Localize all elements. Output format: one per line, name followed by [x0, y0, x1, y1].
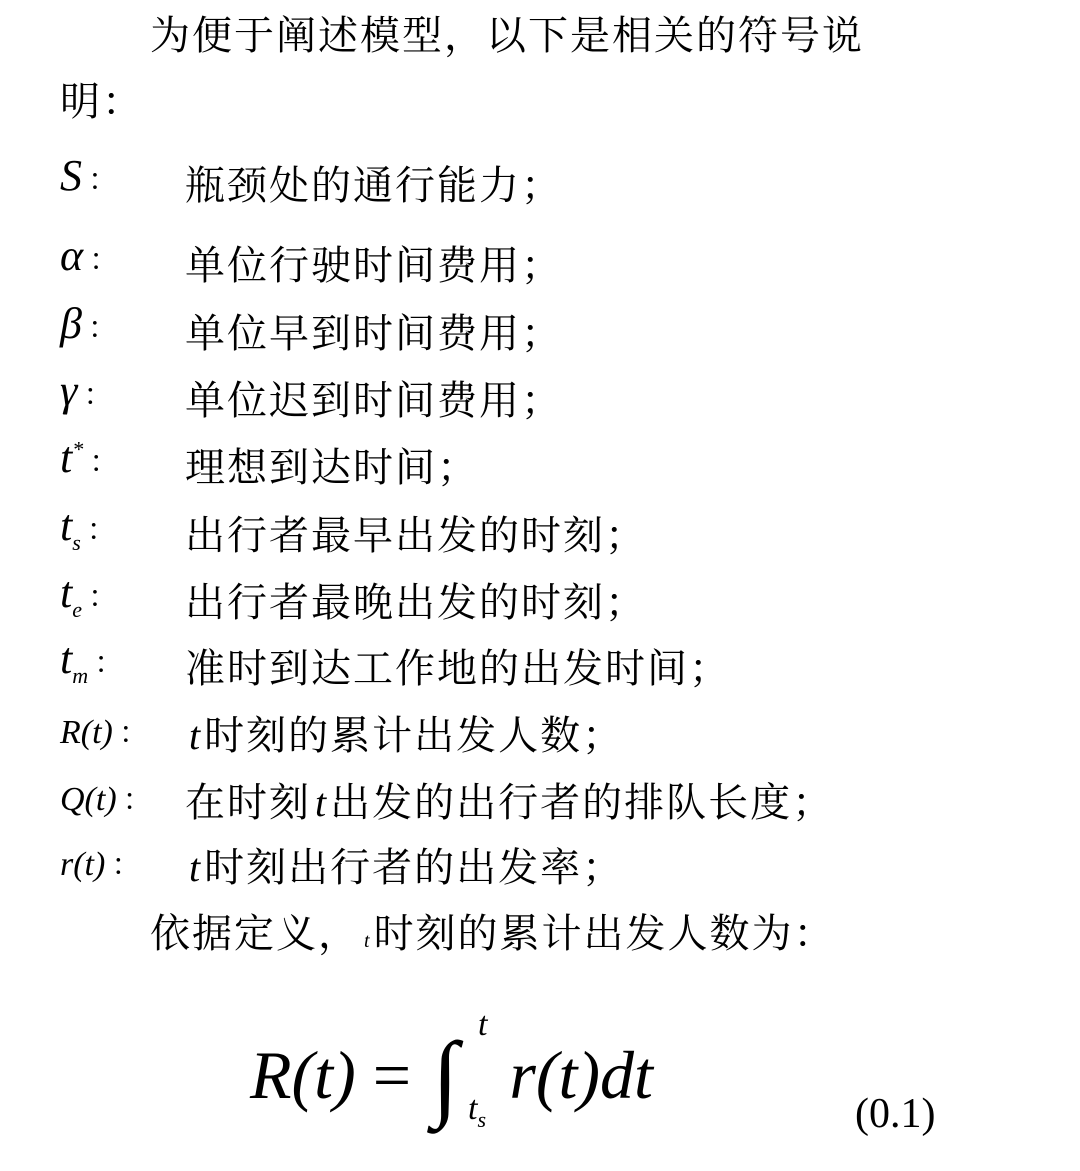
symbol-main: t: [60, 568, 73, 617]
colon: ：: [94, 646, 125, 681]
symbol-row: [0, 298, 1080, 358]
symbol-main: t: [60, 634, 73, 683]
symbol: [60, 365, 150, 416]
symbol-description: 瓶颈处的通行能力；: [185, 163, 563, 209]
colon: ：: [87, 311, 118, 346]
colon: ：: [88, 580, 118, 615]
symbol-main: S: [60, 151, 82, 200]
intro-line-2: 明：: [60, 79, 144, 125]
formula-integrand: r(t)dt: [509, 1037, 653, 1113]
symbol: [60, 840, 150, 884]
symbol: [60, 150, 150, 201]
colon: ：: [83, 378, 114, 413]
desc-var: t: [189, 713, 201, 758]
symbol-main: t: [60, 433, 73, 482]
symbol-subscript: m: [72, 662, 89, 688]
intro-line-1: 为便于阐述模型，以下是相关的符号说: [150, 13, 864, 59]
symbol-description: [185, 771, 834, 828]
symbol: [60, 775, 153, 819]
symbol-row: [0, 150, 1080, 210]
symbol-subscript: s: [72, 529, 81, 555]
symbol: [60, 298, 150, 349]
formula-equals: =: [372, 1037, 412, 1113]
symbol-subscript: e: [72, 596, 82, 622]
symbol-main: t: [60, 501, 73, 550]
symbol-row: [0, 500, 1080, 560]
conclusion-post: 时刻的累计出发人数为：: [373, 911, 836, 957]
equation-number: (0.1): [855, 1091, 936, 1137]
symbol: [60, 633, 150, 689]
symbol-main: r(t): [60, 846, 106, 883]
colon: ：: [89, 243, 120, 278]
lower-limit-var: t: [468, 1090, 478, 1127]
symbol-description: [185, 704, 624, 761]
symbol-row: [0, 567, 1080, 627]
integral-sign: ∫: [432, 1022, 459, 1129]
symbol: [60, 500, 150, 556]
symbol: [60, 432, 150, 483]
symbol-description: [185, 836, 624, 893]
symbol-description: 单位迟到时间费用；: [185, 378, 563, 424]
symbol-main: Q(t): [60, 781, 117, 818]
symbol: [60, 708, 150, 752]
symbol-row: [0, 700, 1080, 760]
integral-upper-limit: t: [478, 1006, 488, 1043]
symbol-description: 出行者最早出发的时刻；: [185, 513, 647, 559]
desc-post: 出发的出行者的排队长度；: [330, 780, 835, 826]
colon: ：: [89, 445, 120, 480]
colon: ：: [118, 716, 149, 751]
lower-limit-sub: s: [477, 1106, 487, 1132]
conclusion-pre: 依据定义，: [150, 911, 360, 957]
symbol-description: 单位行驶时间费用；: [185, 243, 563, 289]
desc-post: 时刻出行者的出发率；: [204, 845, 625, 891]
colon: ：: [122, 783, 153, 818]
desc-pre: 在时刻: [185, 780, 311, 826]
symbol-description: 准时到达工作地的出发时间；: [185, 646, 731, 692]
symbol-row: [0, 230, 1080, 290]
symbol-description: 单位早到时间费用；: [185, 311, 563, 357]
symbol-row: [0, 832, 1080, 892]
symbol-superscript: *: [72, 436, 84, 462]
symbol-description: 出行者最晚出发的时刻；: [185, 580, 647, 626]
conclusion-line: [150, 902, 836, 959]
symbol-row: [0, 633, 1080, 693]
symbol-description: 理想到达时间；: [185, 445, 479, 491]
symbol-main: γ: [60, 366, 78, 415]
desc-var: t: [189, 845, 201, 890]
conclusion-var: t: [364, 930, 370, 952]
colon: ：: [88, 163, 118, 198]
symbol-row: [0, 365, 1080, 425]
symbol-main: R(t): [60, 714, 113, 751]
symbol-row: [0, 432, 1080, 492]
desc-post: 时刻的累计出发人数；: [204, 713, 625, 759]
desc-var: t: [315, 780, 327, 825]
symbol: [60, 567, 150, 623]
formula-lhs: R(t): [250, 1037, 356, 1113]
symbol: [60, 230, 150, 281]
colon: ：: [111, 848, 142, 883]
colon: ：: [86, 513, 117, 548]
formula: [250, 1006, 653, 1132]
integral-lower-limit: [468, 1090, 486, 1133]
symbol-main: β: [60, 299, 82, 348]
symbol-main: α: [60, 231, 84, 280]
symbol-row: [0, 767, 1080, 827]
